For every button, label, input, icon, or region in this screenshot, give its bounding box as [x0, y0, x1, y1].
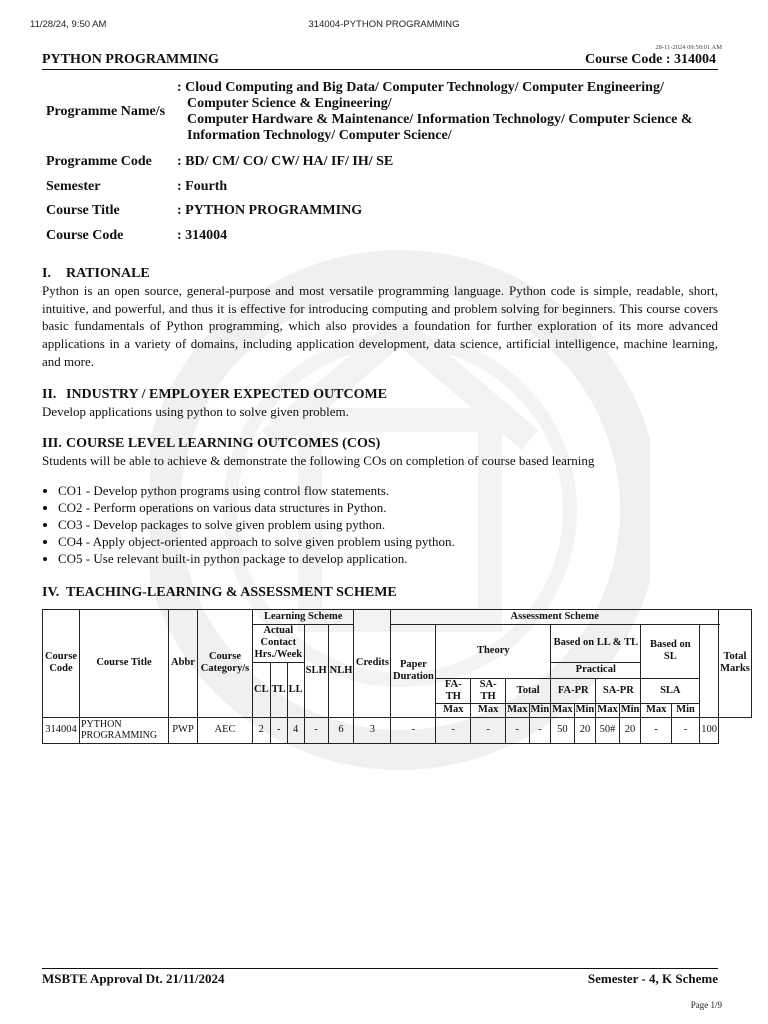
cell-ll: 4: [287, 717, 304, 743]
th-sa-th: SA-TH: [471, 678, 506, 703]
th-credits: Credits: [354, 609, 391, 717]
cell-credits: 3: [354, 717, 391, 743]
course-code-label: Course Code: [46, 227, 124, 243]
section-number: III.: [42, 436, 62, 452]
section-title: INDUSTRY / EMPLOYER EXPECTED OUTCOME: [66, 386, 388, 402]
section-number: I.: [42, 266, 51, 281]
th-min: Min: [620, 704, 640, 716]
cell-fa-pr-min: 20: [574, 717, 596, 743]
cell-code: 314004: [43, 717, 80, 743]
course-title-value: : PYTHON PROGRAMMING: [177, 203, 363, 219]
document-footer: [42, 968, 718, 987]
th-theory: Theory: [436, 624, 551, 678]
cell-sa-pr-max: 50#: [596, 717, 619, 743]
cell-total-marks: 100: [700, 717, 719, 743]
th-cl: CL: [253, 662, 271, 717]
th-max: Max: [507, 704, 528, 716]
document-page: [42, 52, 750, 744]
cell-tl: -: [270, 717, 287, 743]
cell-title: PYTHON PROGRAMMING: [80, 717, 169, 743]
section-title: TEACHING-LEARNING & ASSESSMENT SCHEME: [66, 584, 397, 600]
table-row: [43, 717, 752, 743]
course-title-label: Course Title: [46, 203, 120, 219]
cell-sa-pr-min: 20: [619, 717, 641, 743]
scheme-table: [42, 609, 752, 744]
section-title: RATIONALE: [66, 266, 150, 281]
th-total-marks: Total Marks: [719, 609, 752, 717]
th-practical: Practical: [551, 662, 641, 678]
list-item: • CO1 - Develop python programs using control flow statements.: [58, 482, 718, 499]
th-based-sl: Based on SL: [641, 624, 700, 678]
list-item: • CO3 - Develop packages to solve given problem using python.: [58, 516, 718, 533]
programme-names-line2: Computer Science & Engineering/: [187, 96, 392, 111]
cell-total-max: -: [506, 717, 529, 743]
programme-names-line4: Information Technology/ Computer Science/: [187, 128, 452, 143]
cell-sla-max: -: [641, 717, 672, 743]
th-min: Min: [530, 704, 550, 716]
semester-label: Semester: [46, 178, 101, 194]
cell-sla-min: -: [671, 717, 699, 743]
th-min: Min: [575, 704, 595, 716]
section-industry-heading: [42, 387, 718, 403]
course-code-value: : 314004: [177, 227, 228, 243]
section-rationale-heading: [42, 266, 718, 282]
th-paper-duration: Paper Duration: [391, 624, 436, 717]
info-row-programme-code: [42, 150, 718, 175]
th-max: Max: [471, 703, 506, 717]
cell-paper-duration: -: [391, 717, 436, 743]
list-item: • CO4 - Apply object-oriented approach to solve given problem using python.: [58, 533, 718, 550]
cell-slh: -: [304, 717, 328, 743]
th-based-ll-tl: Based on LL & TL: [551, 624, 641, 662]
th-min: Min: [671, 703, 699, 717]
header-course-code: Course Code : 314004: [584, 52, 716, 67]
th-actual-contact: Actual Contact Hrs./Week: [253, 624, 305, 662]
cos-list: [42, 482, 718, 567]
section-title: COURSE LEVEL LEARNING OUTCOMES (COS): [66, 436, 381, 452]
section-cos-heading: [42, 436, 718, 452]
th-sla: SLA: [641, 678, 700, 703]
th-sa-pr: SA-PR: [596, 678, 641, 703]
th-nlh: NLH: [328, 624, 354, 717]
th-max: Max: [552, 704, 573, 716]
programme-names-value: [177, 74, 718, 150]
th-slh: SLH: [304, 624, 328, 717]
th-max: Max: [641, 703, 672, 717]
th-total: Total: [506, 678, 551, 703]
cell-cl: 2: [253, 717, 271, 743]
info-row-programme-names: [42, 74, 718, 150]
list-item: • CO2 - Perform operations on various data structures in Python.: [58, 499, 718, 516]
programme-code-value: : BD/ CM/ CO/ CW/ HA/ IF/ IH/ SE: [177, 154, 394, 170]
cell-fa-pr-max: 50: [551, 717, 574, 743]
cell-nlh: 6: [328, 717, 354, 743]
cell-total-min: -: [529, 717, 551, 743]
document-header: [42, 52, 718, 70]
info-row-course-code: [42, 224, 718, 249]
cos-intro-text: Students will be able to achieve & demonstrate the following COs on completion of course based learning: [42, 453, 595, 469]
print-timestamp: 11/28/24, 9:50 AM: [30, 19, 107, 30]
rationale-text: Python is an open source, general-purpose and most versatile programming language. Python code is simple, readable, short, intuitive, and powerful, and thus it is effective for introducing computing and problem solving for beginners. This course covers basic fundamentals of Python programming, which also provides a foundation for further exploration of its more advanced applications in a variety of domains, including application development, data science, artificial intelligence, machine learning, and more.: [42, 283, 718, 369]
th-max: Max: [597, 704, 618, 716]
th-category: Course Category/s: [198, 609, 253, 717]
list-item: • CO5 - Use relevant built-in python package to develop application.: [58, 550, 718, 567]
th-abbr: Abbr: [169, 609, 198, 717]
th-course-code: Course Code: [43, 609, 80, 717]
th-learning-scheme: Learning Scheme: [253, 609, 354, 624]
programme-code-label: Programme Code: [46, 154, 152, 170]
course-info-table: [42, 74, 718, 248]
cell-category: AEC: [198, 717, 253, 743]
section-number: IV.: [42, 584, 60, 600]
th-assessment-scheme: Assessment Scheme: [391, 609, 719, 624]
generated-timestamp: 28-11-2024 09:50:01 AM: [655, 44, 722, 51]
page-number: Page 1/9: [690, 1000, 722, 1010]
th-max: Max: [436, 703, 471, 717]
th-course-title: Course Title: [80, 609, 169, 717]
print-header: [0, 0, 768, 40]
info-row-course-title: [42, 199, 718, 224]
cell-sa-th-max: -: [471, 717, 506, 743]
footer-scheme: Semester - 4, K Scheme: [587, 971, 718, 986]
th-tl: TL: [270, 662, 287, 717]
industry-text: Develop applications using python to solve given problem.: [42, 403, 349, 419]
info-row-semester: [42, 175, 718, 200]
th-fa-pr: FA-PR: [551, 678, 596, 703]
th-fa-th: FA-TH: [436, 678, 471, 703]
programme-names-label: Programme Name/s: [46, 104, 166, 119]
semester-value: : Fourth: [177, 178, 228, 194]
print-title: 314004-PYTHON PROGRAMMING: [308, 19, 460, 30]
section-scheme-heading: [42, 585, 718, 601]
cell-abbr: PWP: [169, 717, 198, 743]
programme-names-line1: : Cloud Computing and Big Data/ Computer Technology/ Computer Engineering/: [177, 80, 664, 95]
programme-names-line3: Computer Hardware & Maintenance/ Information Technology/ Computer Science &: [187, 112, 693, 127]
footer-approval: MSBTE Approval Dt. 21/11/2024: [42, 971, 225, 986]
cell-fa-th-max: -: [436, 717, 471, 743]
section-number: II.: [42, 386, 57, 402]
th-ll: LL: [287, 662, 304, 717]
header-course-name: PYTHON PROGRAMMING: [42, 52, 219, 67]
